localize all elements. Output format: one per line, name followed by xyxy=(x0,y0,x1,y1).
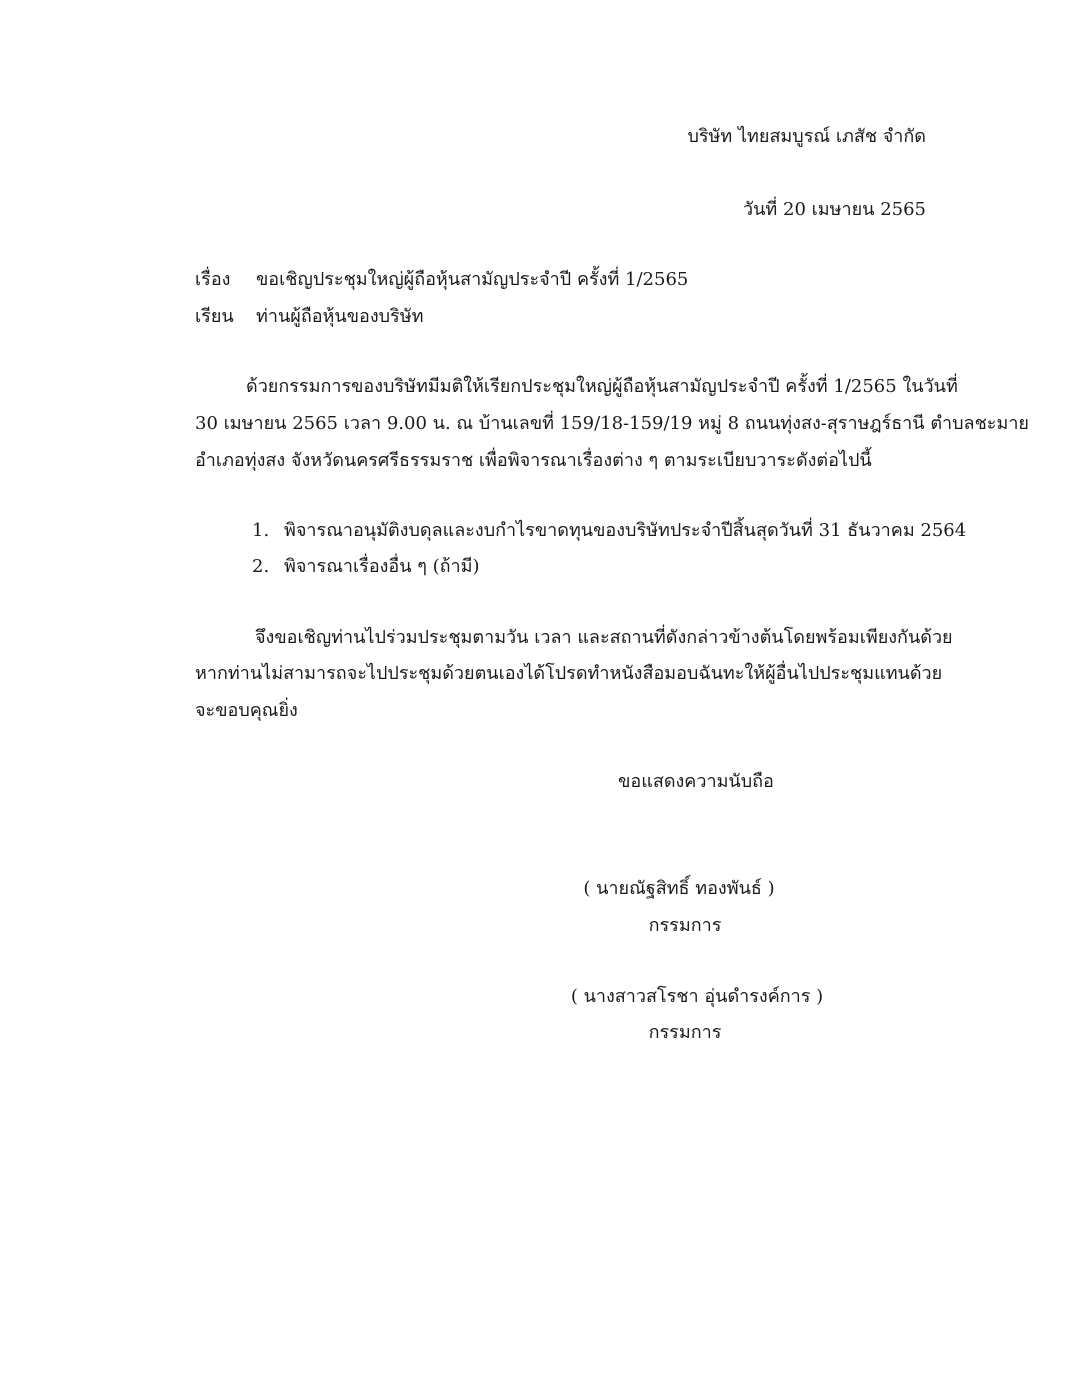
intro-line-3: อำเภอทุ่งสง จังหวัดนครศรีธรรมราช เพื่อพิจารณาเรื่องต่าง ๆ ตามระเบียบวาระดังต่อไปนี้ xyxy=(195,450,872,471)
signatory-1-title: กรรมการ xyxy=(648,915,722,936)
signatory-2-title: กรรมการ xyxy=(648,1022,722,1043)
closing-salutation: ขอแสดงความนับถือ xyxy=(618,771,774,792)
agenda-item-2-number: 2. xyxy=(252,556,270,577)
signatory-2-name: ( นางสาวสโรชา อุ่นดำรงค์การ ) xyxy=(570,986,824,1007)
letter-date: วันที่ 20 เมษายน 2565 xyxy=(743,199,926,220)
intro-line-1: ด้วยกรรมการของบริษัทมีมติให้เรียกประชุมใหญ่ผู้ถือหุ้นสามัญประจำปี ครั้งที่ 1/2565 ในวันที่ xyxy=(246,376,958,397)
recipient-label: เรียน xyxy=(195,306,234,327)
subject-text: ขอเชิญประชุมใหญ่ผู้ถือหุ้นสามัญประจำปี ครั้งที่ 1/2565 xyxy=(256,269,689,290)
recipient-text: ท่านผู้ถือหุ้นของบริษัท xyxy=(256,306,424,327)
agenda-item-1-number: 1. xyxy=(252,520,270,541)
subject-label: เรื่อง xyxy=(195,269,231,290)
invitation-line-2: หากท่านไม่สามารถจะไปประชุมด้วยตนเองได้โปรดทำหนังสือมอบฉันทะให้ผู้อื่นไปประชุมแทนด้วย xyxy=(195,663,943,684)
company-name: บริษัท ไทยสมบูรณ์ เภสัช จำกัด xyxy=(687,126,926,147)
signatory-1-name: ( นายณัฐสิทธิ์ ทองพันธ์ ) xyxy=(583,878,775,899)
intro-line-2: 30 เมษายน 2565 เวลา 9.00 น. ณ บ้านเลขที่ 159/18-159/19 หมู่ 8 ถนนทุ่งสง-สุราษฎร์ธานี ตำบลชะมาย xyxy=(195,413,1029,434)
agenda-item-1-text: พิจารณาอนุมัติงบดุลและงบกำไรขาดทุนของบริษัทประจำปีสิ้นสุดวันที่ 31 ธันวาคม 2564 xyxy=(284,520,967,541)
agenda-item-2-text: พิจารณาเรื่องอื่น ๆ (ถ้ามี) xyxy=(284,556,480,577)
invitation-line-3: จะขอบคุณยิ่ง xyxy=(195,700,298,721)
invitation-line-1: จึงขอเชิญท่านไปร่วมประชุมตามวัน เวลา และสถานที่ดังกล่าวข้างต้นโดยพร้อมเพียงกันด้วย xyxy=(255,627,953,648)
